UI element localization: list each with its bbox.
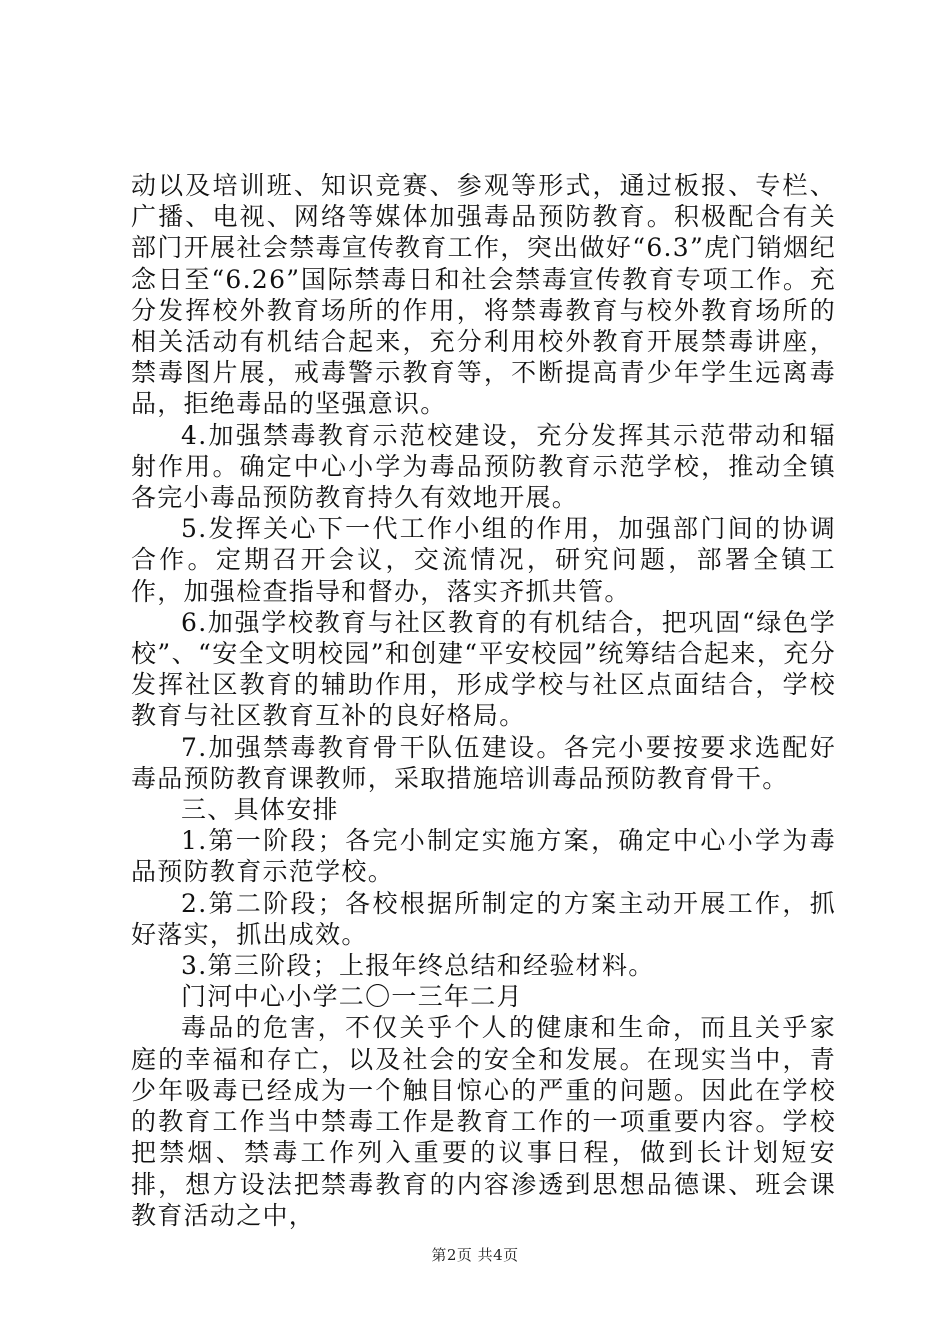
signature-line: 门河中心小学二〇一三年二月 xyxy=(181,982,523,1012)
paragraph-continuation: 动以及培训班、知识竞赛、参观等形式，通过板报、专栏、广播、电视、网络等媒体加强毒品预防教育。积极配合有关部门开展社会禁毒宣传教育工作，突出做好“6.3”虎门销烟纪念日至“6.26”国际禁毒日和社会禁毒宣传教育专项工作。充分发挥校外教育场所的作用，将禁毒教育与校外教育场所的相关活动有机结合起来，充分利用校外教育开展禁毒讲座，禁毒图片展，戒毒警示教育等，不断提高青少年学生远离毒品，拒绝毒品的坚强意识。 xyxy=(131,171,836,419)
paragraph-item-6: 6.加强学校教育与社区教育的有机结合，把巩固“绿色学校”、“安全文明校园”和创建“平安校园”统筹结合起来，充分发挥社区教育的辅助作用，形成学校与社区点面结合，学校教育与社区教育互补的良好格局。 xyxy=(131,607,836,731)
paragraph-stage-1: 1.第一阶段；各完小制定实施方案，确定中心小学为毒品预防教育示范学校。 xyxy=(131,826,836,887)
paragraph-stage-3: 3.第三阶段；上报年终总结和经验材料。 xyxy=(181,951,655,981)
document-body xyxy=(131,170,836,1231)
page-number-footer: 第2页 共4页 xyxy=(431,1246,519,1264)
paragraph-item-4: 4.加强禁毒教育示范校建设，充分发挥其示范带动和辐射作用。确定中心小学为毒品预防教育示范学校，推动全镇各完小毒品预防教育持久有效地开展。 xyxy=(131,420,836,513)
section-heading-arrangement: 三、具体安排 xyxy=(181,795,339,825)
paragraph-item-7: 7.加强禁毒教育骨干队伍建设。各完小要按要求选配好毒品预防教育课教师，采取措施培训毒品预防教育骨干。 xyxy=(131,732,836,793)
paragraph-item-5: 5.发挥关心下一代工作小组的作用，加强部门间的协调合作。定期召开会议，交流情况，研究问题，部署全镇工作，加强检查指导和督办，落实齐抓共管。 xyxy=(131,514,836,606)
paragraph-new-article: 毒品的危害，不仅关乎个人的健康和生命，而且关乎家庭的幸福和存亡，以及社会的安全和发展。在现实当中，青少年吸毒已经成为一个触目惊心的严重的问题。因此在学校的教育工作当中禁毒工作是教育工作的一项重要内容。学校把禁烟、禁毒工作列入重要的议事日程，做到长计划短安排，想方设法把禁毒教育的内容渗透到思想品德课、班会课教育活动之中， xyxy=(131,1013,836,1230)
paragraph-stage-2: 2.第二阶段；各校根据所制定的方案主动开展工作，抓好落实，抓出成效。 xyxy=(131,888,836,949)
